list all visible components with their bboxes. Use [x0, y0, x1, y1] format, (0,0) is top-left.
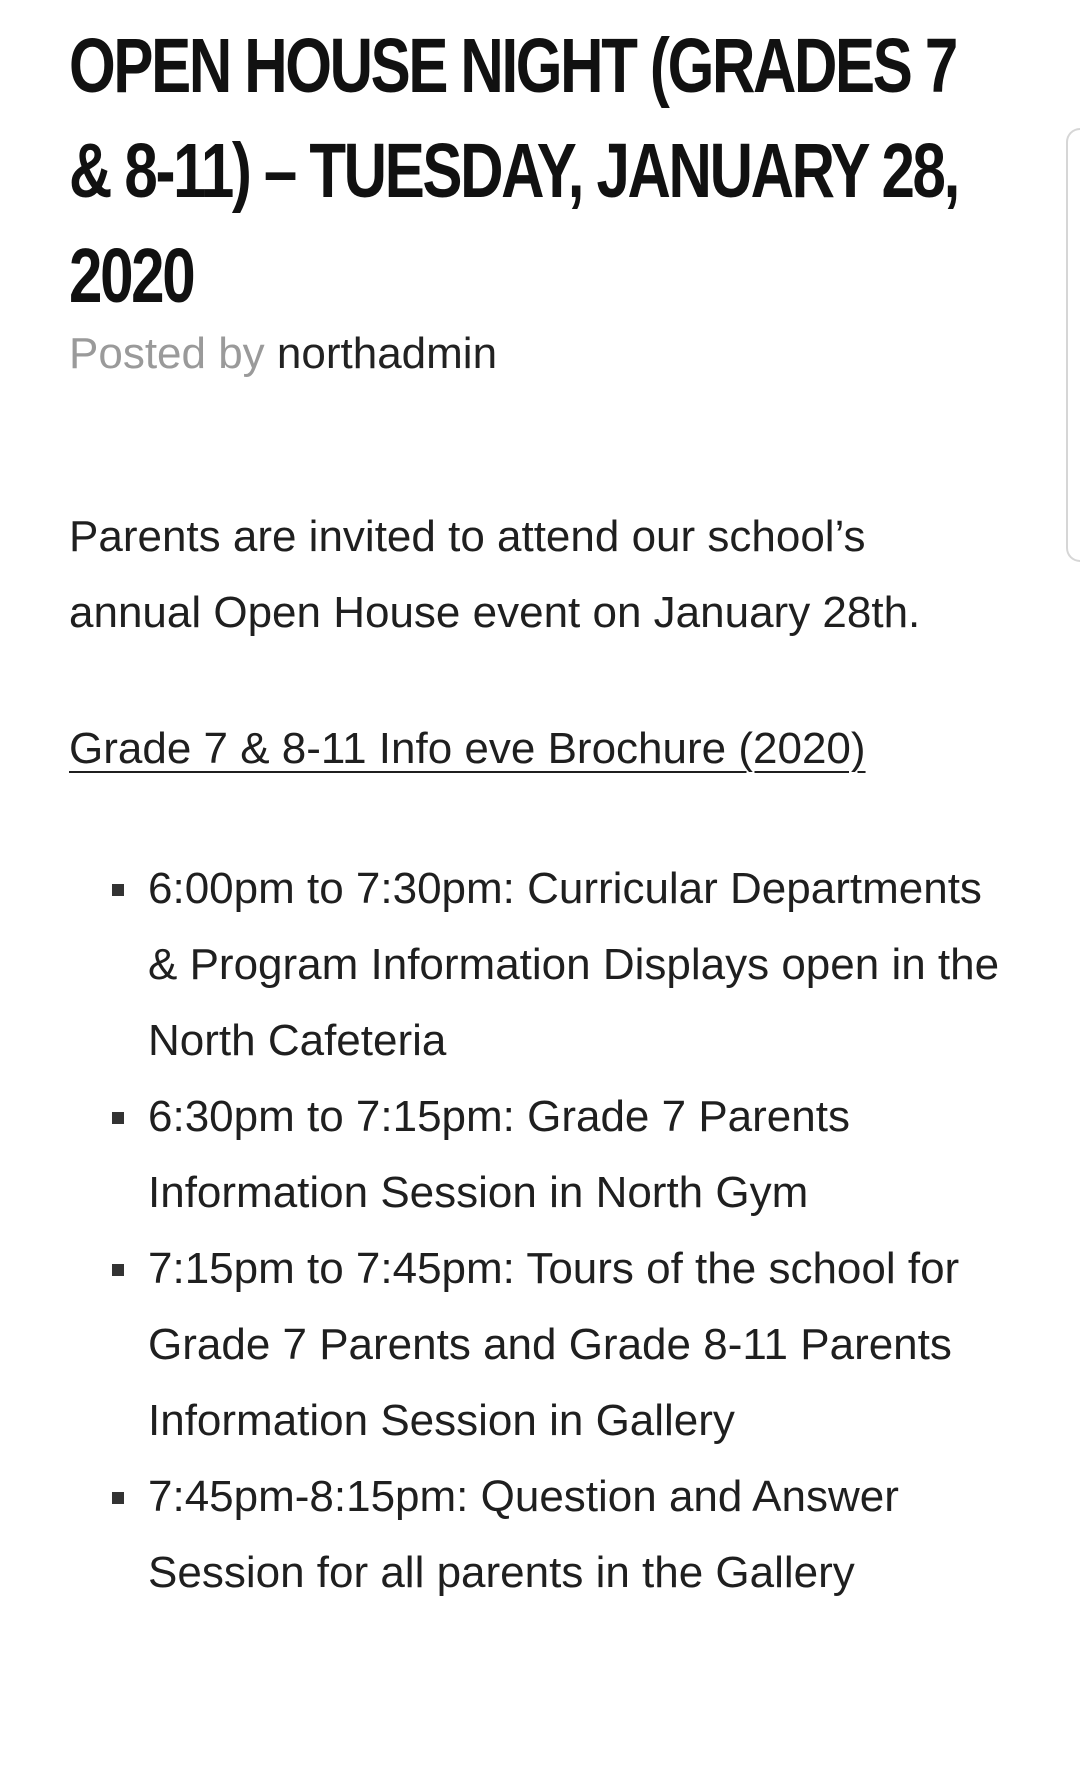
schedule-list — [148, 851, 1008, 1611]
schedule-item-text: 7:45pm-8:15pm: Question and Answer Session for all parents in the Gallery — [148, 1472, 899, 1597]
author-link[interactable]: northadmin — [276, 329, 498, 378]
square-bullet-icon — [112, 1112, 124, 1124]
schedule-item — [148, 851, 1008, 1079]
post-title: OPEN HOUSE NIGHT (GRADES 7 & 8-11) – TUESDAY, JANUARY 28, 2020 — [69, 23, 958, 319]
brochure-link[interactable]: Grade 7 & 8-11 Info eve Brochure (2020) — [69, 724, 866, 773]
intro-paragraph: Parents are invited to attend our school’s annual Open House event on January 28th. — [69, 512, 921, 637]
post-content — [69, 0, 1009, 1597]
byline — [69, 326, 497, 382]
schedule-item — [148, 1079, 1008, 1231]
schedule-item-text: 6:00pm to 7:30pm: Curricular Departments & Program Information Displays open in the North Cafeteria — [148, 864, 1000, 1065]
square-bullet-icon — [112, 884, 124, 896]
schedule-item — [148, 1231, 1008, 1459]
schedule-item-text: 7:15pm to 7:45pm: Tours of the school for Grade 7 Parents and Grade 8-11 Parents Information Session in Gallery — [148, 1244, 960, 1445]
side-panel-edge[interactable] — [1066, 128, 1080, 562]
schedule-item-text: 6:30pm to 7:15pm: Grade 7 Parents Information Session in North Gym — [148, 1092, 850, 1217]
schedule-item — [148, 1459, 1008, 1611]
square-bullet-icon — [112, 1264, 124, 1276]
posted-by-label: Posted by — [69, 329, 265, 378]
square-bullet-icon — [112, 1492, 124, 1504]
